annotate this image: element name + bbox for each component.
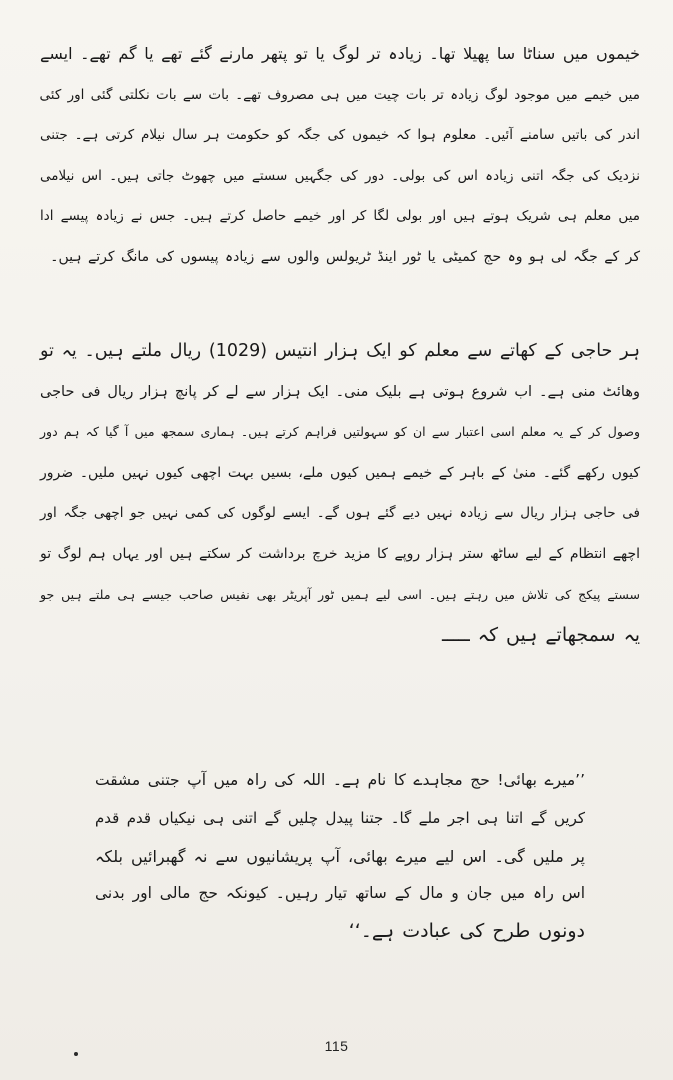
paragraph-line: خیموں میں سناٹا سا پھیلا تھا۔ زیادہ تر لوگ یا تو پتھر مارنے گئے تھے یا گم تھے۔ ایسے [40,44,640,63]
paragraph-moallim-money [40,331,640,656]
page-number: 115 [324,1038,349,1054]
paragraph-line: سستے پیکج کی تلاش میں رہتے ہیں۔ اسی لیے ہمیں ٹور آپریٹر بھی نفیس صاحب جیسے ہی ملتے ہیں جو [40,586,640,602]
paragraph-line: اچھے انتظام کے لیے ساٹھ ستر ہزار روپے کا مزید خرچ برداشت کر سکتے ہیں اور یہاں ہم لوگ تو [40,545,640,562]
ink-speck [74,1052,78,1056]
paragraph-line: اندر کی باتیں سامنے آئیں۔ معلوم ہوا کہ خیموں کی جگہ کو حکومت ہر سال نیلام کرتی ہے۔ جتنی [40,127,640,144]
paragraph-line: یہ سمجھاتے ہیں کہ ـــــ [441,624,640,647]
paragraph-line: وھائٹ منی ہے۔ اب شروع ہوتی ہے بلیک منی۔ ایک ہزار سے لے کر پانچ ہزار ریال فی حاجی [40,383,640,400]
paragraph-line: کیوں رکھے گئے۔ منیٰ کے باہر کے خیمے ہمیں کیوں ملے، بسیں بہت اچھی کیوں نہیں ملیں۔ ضرور [40,464,640,481]
paragraph-line: ہر حاجی کے کھاتے سے معلم کو ایک ہزار انتیس (1029) ریال ملتے ہیں۔ یہ تو [40,341,640,361]
quote-line: کریں گے اتنا ہی اجر ملے گا۔ جتنا پیدل چلیں گے اتنی ہی نیکیاں قدم قدم [95,808,585,827]
paragraph-line: نزدیک کی جگہ اتنی زیادہ اس کی بولی۔ دور کی جگہیں سستے میں چھوٹ جاتی ہیں۔ اس نیلامی [40,167,640,184]
quote-line: دونوں طرح کی عبادت ہے۔‘‘ [348,920,585,943]
quote-line: اس راہ میں جان و مال کے ساتھ تیار رہیں۔ کیونکہ حج مالی اور بدنی [95,884,585,903]
paragraph-tents-auction [40,34,640,278]
block-quote [95,762,585,951]
quote-line: پر ملیں گی۔ اس لیے میرے بھائی، آپ پریشانیوں سے نہ گھبرائیں بلکہ [95,846,585,866]
paragraph-line: میں خیمے میں موجود لوگ زیادہ تر بات چیت میں ہی مصروف تھے۔ بات سے بات نکلتی گئی اور کئی [39,86,640,103]
paragraph-line: میں معلم ہی شریک ہوتے ہیں اور بولی لگا کر اور خیمے حاصل کرتے ہیں۔ جس نے زیادہ پیسے ادا [40,208,640,225]
paragraph-line: فی حاجی ہزار ریال سے زیادہ نہیں دیے گئے ہوں گے۔ ایسے لوگوں کی کمی نہیں جو اچھی جگہ اور [40,505,640,522]
quote-line: ’’میرے بھائی! حج مجاہدے کا نام ہے۔ اللہ کی راہ میں آپ جتنی مشقت [95,771,585,789]
paragraph-line: کر کے جگہ لی ہو وہ حج کمیٹی یا ٹور اینڈ ٹریولس والوں سے زیادہ پیسوں کی مانگ کرتے ہیں۔ [50,248,640,265]
paragraph-line: وصول کر کے یہ معلم اسی اعتبار سے ان کو سہولتیں فراہم کرتے ہیں۔ ہماری سمجھ میں آ گیا کہ ہم دور [40,424,640,440]
